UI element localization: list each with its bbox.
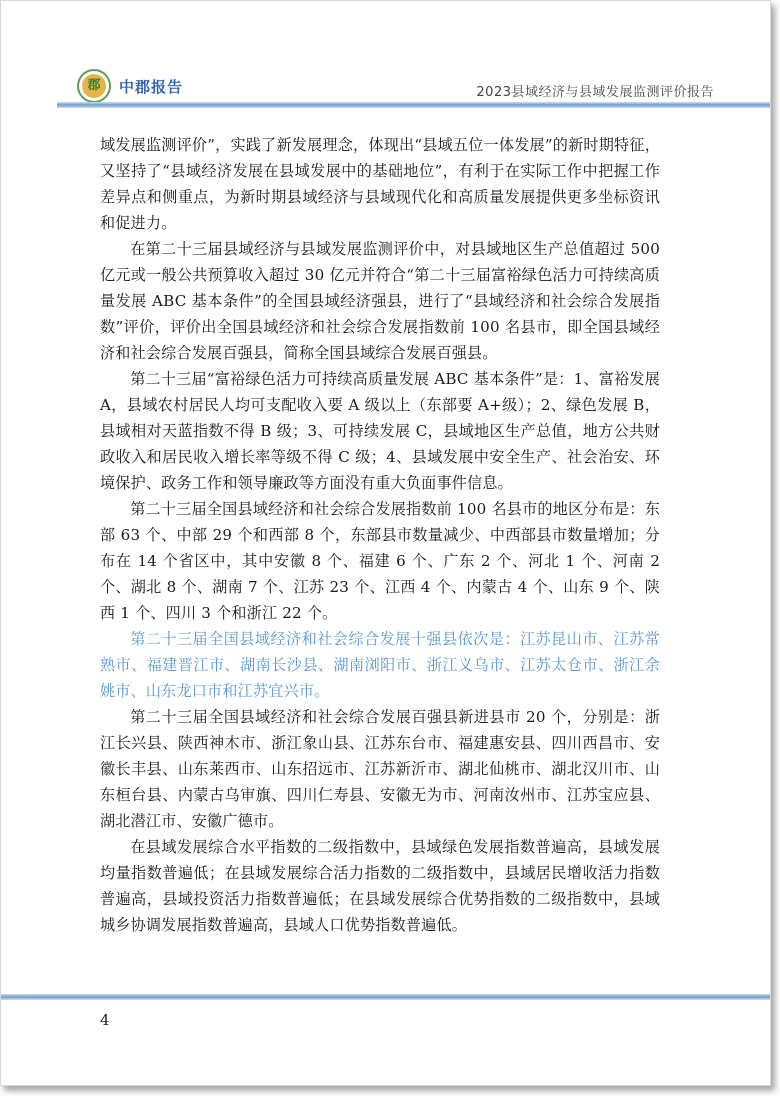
logo-emblem-char: 郡 [82,74,106,98]
page-number: 4 [100,1011,110,1029]
paragraph: 在县域发展综合水平指数的二级指数中，县域绿色发展指数普遍高，县域发展均量指数普遍低；在县域发展综合活力指数的二级指数中，县域居民增收活力指数普遍高，县域投资活力指数普遍低；在县域发展综合优势指数的二级指数中，县域城乡协调发展指数普遍高，县域人口优势指数普遍低。 [100,838,660,934]
footer-divider [1,994,770,1000]
logo-emblem-icon [77,69,111,103]
paragraph: 域发展监测评价”，实践了新发展理念，体现出“县域五位一体发展”的新时期特征，又坚持了“县域经济发展在县域发展中的基础地位”，有利于在实际工作中把握工作差异点和侧重点，为新时期县域经济与县域现代化和高质量发展提供更多坐标资讯和促进力。 [100,136,660,232]
paragraph: 第二十三届全国县域经济和社会综合发展百强县新进县市 20 个，分别是：浙江长兴县、陕西神木市、浙江象山县、江苏东台市、福建惠安县、四川西昌市、安徽长丰县、山东莱西市、山东招远市、江苏新沂市、湖北仙桃市、湖北汉川市、山东桓台县、内蒙古乌审旗、四川仁寿县、安徽无为市、河南汝州市、江苏宝应县、湖北潜江市、安徽广德市。 [100,708,660,830]
paragraph-top-ten-highlight: 第二十三届全国县域经济和社会综合发展十强县依次是：江苏昆山市、江苏常熟市、福建晋江市、湖南长沙县、湖南浏阳市、浙江义乌市、江苏太仓市、浙江余姚市、山东龙口市和江苏宜兴市。 [100,630,660,700]
paragraph: 第二十三届全国县域经济和社会综合发展指数前 100 名县市的地区分布是：东部 63 个、中部 29 个和西部 8 个，东部县市数量减少、中西部县市数量增加；分布在 14 个省区中，其中安徽 8 个、福建 6 个、广东 2 个、河北 1 个、河南 2 个、湖北 8 个、湖南 7 个、江苏 23 个、江西 4 个、内蒙古 4 个、山东 9 个、陕西 1 个、四川 3 个和浙江 22 个。 [100,500,660,622]
company-logo [77,69,183,103]
brand-name: 中郡报告 [119,77,184,96]
header-divider [57,102,770,108]
paragraph: 第二十三届“富裕绿色活力可持续高质量发展 ABC 基本条件”是：1、富裕发展 A，县域农村居民人均可支配收入要 A 级以上（东部要 A+级）；2、绿色发展 B，县域相对天蓝指数不得 B 级；3、可持续发展 C，县域地区生产总值，地方公共财政收入和居民收入增长率等级不得 C 级；4、县域发展中安全生产、社会治安、环境保护、政务工作和领导廉政等方面没有重大负面事件信息。 [100,370,660,492]
report-title: 2023县域经济与县域发展监测评价报告 [476,85,714,100]
paragraph: 在第二十三届县域经济与县域发展监测评价中，对县域地区生产总值超过 500 亿元或一般公共预算收入超过 30 亿元并符合“第二十三届富裕绿色活力可持续高质量发展 ABC 基本条件”的全国县域经济强县，进行了“县域经济和社会综合发展指数”评价，评价出全国县域经济和社会综合发展指数前 100 名县市，即全国县域经济和社会综合发展百强县，简称全国县域综合发展百强县。 [100,240,660,362]
body-text [100,132,660,938]
